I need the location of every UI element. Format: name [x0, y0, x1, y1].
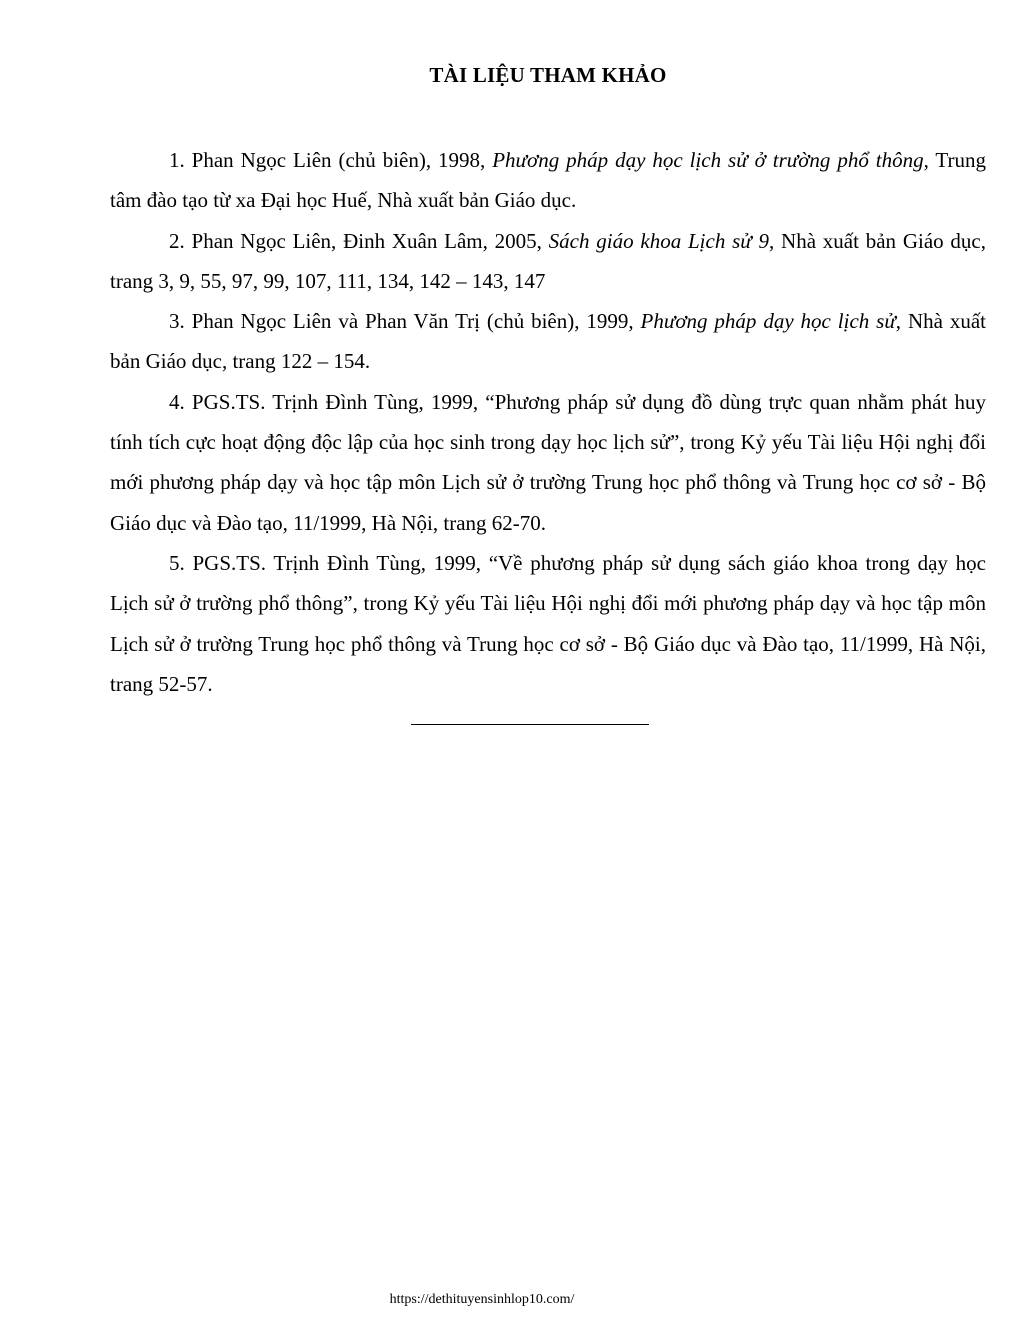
reference-item-3 — [110, 301, 986, 382]
reference-text-tail: , Nhà xuất bản Giáo dục, trang 122 – 154. — [110, 309, 986, 374]
reference-title-italic: Phương pháp dạy học lịch sử ở trường phổ thông — [492, 148, 924, 172]
reference-text: 2. Phan Ngọc Liên, Đinh Xuân Lâm, 2005, — [169, 228, 549, 253]
page-title: TÀI LIỆU THAM KHẢO — [429, 63, 667, 87]
reference-text: 4. PGS.TS. Trịnh Đình Tùng, 1999, “Phương pháp sử dụng đồ dùng trực quan nhằm phát huy tính tích cực hoạt động độc lập của học sinh trong dạy học lịch sử”, trong Kỷ yếu Tài liệu Hội nghị đổi mới phương pháp dạy và học tập môn Lịch sử ở trường Trung học phổ thông và Trung học cơ sở - Bộ Giáo dục và Đào tạo, 11/1999, Hà Nội, trang 62-70. — [110, 389, 986, 535]
reference-text-tail: , Trung tâm đào tạo từ xa Đại học Huế, Nhà xuất bản Giáo dục. — [110, 148, 986, 213]
page-footer — [0, 1291, 1024, 1309]
reference-item-2 — [110, 221, 986, 302]
footer-url[interactable]: https://dethituyensinhlop10.com/ — [389, 1292, 575, 1307]
reference-item-1 — [110, 140, 986, 221]
end-divider — [411, 724, 649, 725]
reference-text: 3. Phan Ngọc Liên và Phan Văn Trị (chủ biên), 1999, — [169, 309, 641, 334]
reference-title-italic: Sách giáo khoa Lịch sử 9 — [548, 228, 769, 253]
reference-text: 5. PGS.TS. Trịnh Đình Tùng, 1999, “Về phương pháp sử dụng sách giáo khoa trong dạy học Lịch sử ở trường phổ thông”, trong Kỷ yếu Tài liệu Hội nghị đổi mới phương pháp dạy và học tập môn Lịch sử ở trường Trung học phổ thông và Trung học cơ sở - Bộ Giáo dục và Đào tạo, 11/1999, Hà Nội, trang 52-57. — [110, 550, 986, 696]
reference-title-italic: Phương pháp dạy học lịch sử — [640, 309, 896, 334]
reference-item-4 — [110, 382, 986, 543]
reference-text: 1. Phan Ngọc Liên (chủ biên), 1998, — [169, 148, 493, 172]
reference-text-tail: , Nhà xuất bản Giáo dục, trang 3, 9, 55, 97, 99, 107, 111, 134, 142 – 143, 147 — [110, 228, 986, 293]
reference-list — [110, 140, 986, 704]
reference-item-5 — [110, 543, 986, 704]
